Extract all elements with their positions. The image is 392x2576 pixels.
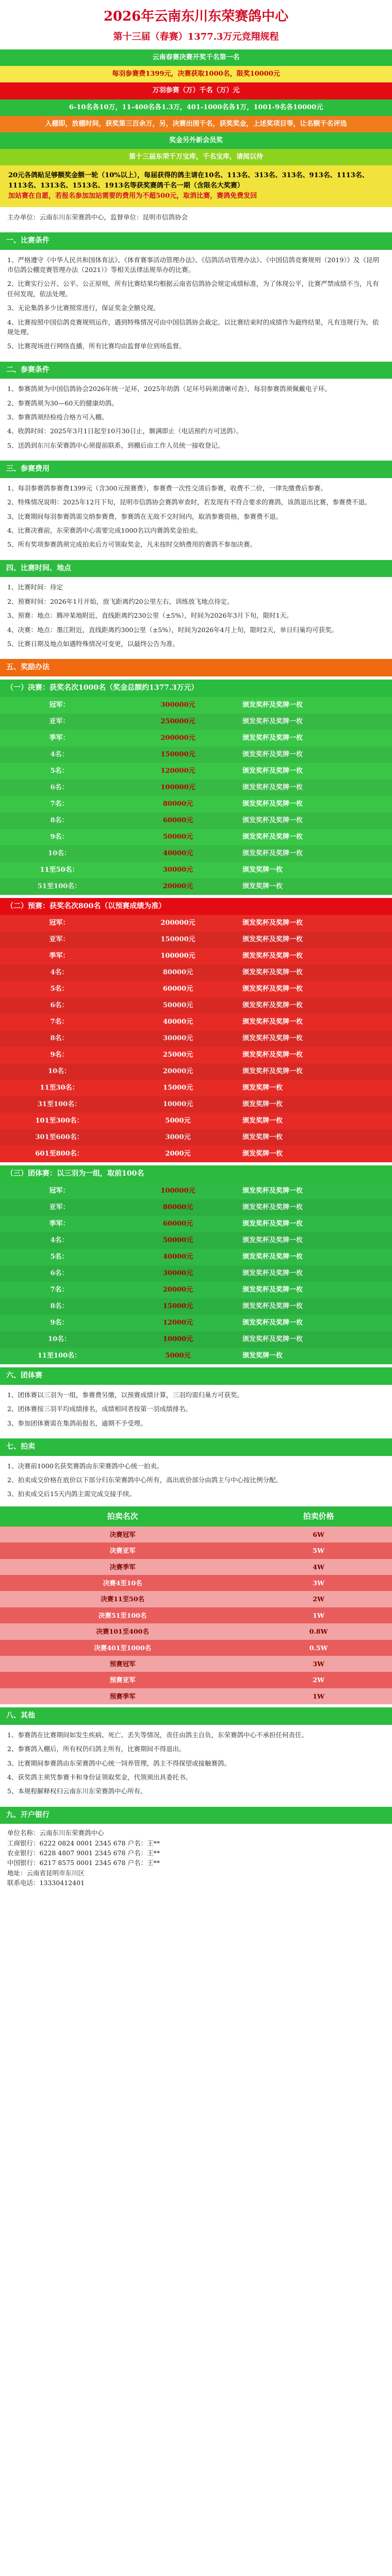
auction-row <box>0 1575 392 1591</box>
prize-award: 颁发奖杯及奖牌一枚 <box>237 915 392 931</box>
prize-row <box>0 1113 392 1129</box>
promo-banner: 每羽参赛费1399元，决赛获取1000名，限奖10000元 <box>0 66 392 82</box>
prize-rank: 季军： <box>0 1216 119 1232</box>
prize-award: 颁发奖杯及奖牌一枚 <box>237 981 392 997</box>
prize-rank: 601至800名： <box>0 1146 119 1162</box>
contact-title: 九、开户银行 <box>0 1807 392 1824</box>
prize-amount: 80000元 <box>119 1199 237 1216</box>
prize-rank: 季军： <box>0 730 119 747</box>
rules-sections <box>0 232 392 656</box>
section-paragraph: 2、比赛实行公开、公平、公正原则，所有比赛结果均根据云南省信鸽协会规定成绩标准，为了体现公平，比赛严禁成绩不当，凡有任何发现，依法处理。 <box>7 280 379 298</box>
auction-rank: 决赛亚军 <box>0 1543 245 1558</box>
auction-row <box>0 1527 392 1543</box>
prize-table <box>0 697 392 895</box>
prize-row <box>0 915 392 931</box>
prize-row <box>0 1315 392 1331</box>
section-title: 二、参赛条件 <box>0 362 392 379</box>
prize-amount: 40000元 <box>119 1014 237 1030</box>
prize-amount: 120000元 <box>119 763 237 779</box>
auction-section-title: 七、拍卖 <box>0 1438 392 1456</box>
prize-row <box>0 697 392 714</box>
prize-rank: 4名： <box>0 964 119 981</box>
auction-table-header <box>0 1506 392 1527</box>
prize-rank: 6名： <box>0 1265 119 1282</box>
prize-row <box>0 1047 392 1063</box>
prize-rank: 10名： <box>0 1331 119 1348</box>
prize-table-title: （三）团体赛：以三羽为一组，取前100名 <box>0 1165 392 1183</box>
prize-rank: 4名： <box>0 1232 119 1249</box>
prize-amount: 40000元 <box>119 1249 237 1265</box>
auction-price: 3W <box>245 1575 392 1591</box>
auction-row <box>0 1591 392 1607</box>
auction-rank: 预赛冠军 <box>0 1656 245 1672</box>
prize-amount: 60000元 <box>119 812 237 829</box>
prize-rank: 11至100名： <box>0 1348 119 1364</box>
prize-rank: 7名： <box>0 1014 119 1030</box>
section-paragraph: 1、决赛前1000名获奖赛鸽由东荣赛鸽中心统一拍卖。 <box>7 1462 164 1470</box>
prize-rank: 8名： <box>0 1298 119 1315</box>
section-body <box>0 577 392 656</box>
contact-line: 工商银行：6222 0824 0001 2345 678 户名：王** <box>7 1839 160 1847</box>
auction-col-price: 拍卖价格 <box>245 1506 392 1527</box>
section-paragraph: 3、比赛期间参赛鸽由东荣赛鸽中心统一饲养管理，鸽主不得探望或接触赛鸽。 <box>7 1759 231 1767</box>
auction-row <box>0 1672 392 1688</box>
auction-row <box>0 1640 392 1656</box>
prize-amount: 25000元 <box>119 1047 237 1063</box>
section-paragraph: 4、收鸽时间：2025年3月1日起至10月30日止，额满即止（电话预约方可送鸽）。 <box>7 427 243 435</box>
prize-rank: 11至30名： <box>0 1080 119 1096</box>
prize-award: 颁发奖杯及奖牌一枚 <box>237 845 392 862</box>
prize-award: 颁发奖杯及奖牌一枚 <box>237 1331 392 1348</box>
team-section-title: 六、团体赛 <box>0 1367 392 1385</box>
prize-row <box>0 1265 392 1282</box>
prize-row <box>0 1199 392 1216</box>
section-paragraph: 3、比赛期间每羽参赛鸽需交纳参赛费，参赛鸽在无故不交时间内，取消参赛资格，参赛费不退。 <box>7 512 282 520</box>
section-paragraph: 5、本规程解释权归云南东川东荣赛鸽中心所有。 <box>7 1787 147 1795</box>
section-paragraph: 4、获奖鸽主须凭参赛卡和身份证领取奖金，代领须出具委托书。 <box>7 1773 192 1781</box>
prize-row <box>0 997 392 1014</box>
notice-text: 20元各鸽贴足够额奖金额一轮（10%以上），每届获得的鸽主请在10名、113名、313名、313名、913名、1113名、1113名、1313名、1513名、1913名等获奖赛鸽千名一期（含限名大奖赛） <box>8 172 369 190</box>
prize-amount: 5000元 <box>119 1113 237 1129</box>
prize-award: 颁发奖杯及奖牌一枚 <box>237 1216 392 1232</box>
prize-rank: 7名： <box>0 796 119 812</box>
contact-line: 农业银行：6228 4807 9001 2345 678 户名：王** <box>7 1849 160 1857</box>
promo-banner: 云南春赛决赛开奖千名第一名 <box>0 49 392 66</box>
auction-price: 0.8W <box>245 1623 392 1639</box>
prize-header: 五、奖励办法 <box>0 659 392 676</box>
auction-rank: 决赛4至10名 <box>0 1575 245 1591</box>
auction-table-body <box>0 1527 392 1704</box>
prize-row <box>0 931 392 948</box>
auction-price: 0.5W <box>245 1640 392 1656</box>
contact-block <box>0 1824 392 1892</box>
promo-banner: 6-10名各10万，11-400名各1.3万，401-1000名各1万，1001-9名各10000元 <box>0 99 392 116</box>
prize-award: 颁发奖杯及奖牌一枚 <box>237 763 392 779</box>
promo-banner: 入棚即，放棚时间，获奖第三百余万，另，决赛出围千名，获奖奖金，上述奖项目等，让名额千名评选 <box>0 116 392 132</box>
prize-row <box>0 845 392 862</box>
prize-amount: 200000元 <box>119 730 237 747</box>
prize-tables <box>0 680 392 1364</box>
auction-price: 5W <box>245 1543 392 1558</box>
prize-award: 颁发奖杯及奖牌一枚 <box>237 931 392 948</box>
prize-award: 颁发奖杯及奖牌一枚 <box>237 730 392 747</box>
prize-amount: 20000元 <box>119 1282 237 1298</box>
page-title: 2026年云南东川东荣赛鸽中心 <box>103 9 289 24</box>
prize-amount: 80000元 <box>119 796 237 812</box>
prize-award: 颁发奖杯及奖牌一枚 <box>237 948 392 964</box>
prize-amount: 15000元 <box>119 1298 237 1315</box>
page-subtitle: 第十三届（春赛）1377.3万元竞翔规程 <box>113 31 279 43</box>
section-paragraph: 4、决赛：地点：墨江附近，直线距离约300公里（±5%），时间为2026年4月上旬，限时2天，单日归巢均可获奖。 <box>7 625 338 634</box>
prize-amount: 150000元 <box>119 931 237 948</box>
section-paragraph: 4、比赛按照中国信鸽竞赛规则运作，遇到特殊情况可由中国信鸽协会裁定。以比赛结束时的成绩作为最终结果，凡有违规行为，依规处理。 <box>7 318 379 336</box>
prize-amount: 50000元 <box>119 997 237 1014</box>
prize-award: 颁发奖杯及奖牌一枚 <box>237 1282 392 1298</box>
section-paragraph: 3、参赛鸽须经检疫合格方可入棚。 <box>7 413 108 421</box>
section-paragraph: 4、比赛决赛前，东荣赛鸽中心需要完成1000名以内赛鸽奖金拍卖。 <box>7 527 202 535</box>
prize-row <box>0 1331 392 1348</box>
prize-amount: 60000元 <box>119 1216 237 1232</box>
prize-row <box>0 747 392 763</box>
prize-rank: 9名： <box>0 1315 119 1331</box>
prize-row <box>0 812 392 829</box>
section-paragraph: 3、参加团体赛需在集鸽前报名，逾期不予受理。 <box>7 1419 147 1427</box>
prize-amount: 15000元 <box>119 1080 237 1096</box>
prize-amount: 150000元 <box>119 747 237 763</box>
auction-row <box>0 1607 392 1623</box>
prize-award: 颁发奖杯及奖牌一枚 <box>237 964 392 981</box>
section-title: 四、比赛时间、地点 <box>0 560 392 578</box>
prize-rank: 10名： <box>0 845 119 862</box>
prize-row <box>0 1282 392 1298</box>
prize-award: 颁发奖杯及奖牌一枚 <box>237 1315 392 1331</box>
auction-row <box>0 1656 392 1672</box>
prize-amount: 40000元 <box>119 845 237 862</box>
prize-row <box>0 1063 392 1080</box>
prize-amount: 100000元 <box>119 779 237 796</box>
prize-award: 颁发奖牌一枚 <box>237 1146 392 1162</box>
prize-rank: 5名： <box>0 981 119 997</box>
prize-award: 颁发奖杯及奖牌一枚 <box>237 1199 392 1216</box>
prize-award: 颁发奖杯及奖牌一枚 <box>237 1298 392 1315</box>
prize-award: 颁发奖牌一枚 <box>237 1348 392 1364</box>
prize-row <box>0 829 392 845</box>
prize-award: 颁发奖牌一枚 <box>237 878 392 895</box>
prize-award: 颁发奖杯及奖牌一枚 <box>237 812 392 829</box>
prize-amount: 50000元 <box>119 829 237 845</box>
prize-amount: 20000元 <box>119 1063 237 1080</box>
prize-amount: 200000元 <box>119 915 237 931</box>
auction-rank: 决赛51至100名 <box>0 1607 245 1623</box>
prize-rank: 亚军： <box>0 931 119 948</box>
prize-row <box>0 1232 392 1249</box>
prize-row <box>0 1298 392 1315</box>
prize-amount: 60000元 <box>119 981 237 997</box>
section-paragraph: 1、比赛时间：待定 <box>7 583 63 591</box>
prize-award: 颁发奖杯及奖牌一枚 <box>237 997 392 1014</box>
prize-rank: 4名： <box>0 747 119 763</box>
section-paragraph: 5、送鸽到东川东荣赛鸽中心须提前联系，到棚后由工作人员统一接收登记。 <box>7 441 224 449</box>
section-paragraph: 2、特殊情况说明：2025年12月下旬，昆明市信鸽协会赛鸽审查时，若发现有不符合要求的赛鸽，该鸽退出比赛，参赛费不退。 <box>7 498 371 506</box>
auction-price: 1W <box>245 1607 392 1623</box>
auction-row <box>0 1543 392 1558</box>
prize-amount: 250000元 <box>119 714 237 730</box>
section-paragraph: 1、参赛鸽在比赛期间如发生疾病、死亡、丢失等情况，责任由鸽主自负，东荣赛鸽中心不承担任何责任。 <box>7 1731 308 1739</box>
auction-rank: 决赛冠军 <box>0 1527 245 1543</box>
prize-row <box>0 1146 392 1162</box>
rules-section-body <box>0 1725 392 1804</box>
auction-price: 4W <box>245 1559 392 1575</box>
prize-row <box>0 1348 392 1364</box>
prize-table <box>0 915 392 1162</box>
prize-row <box>0 1014 392 1030</box>
prize-table-title: （二）预赛：获奖名次800名（以预赛成绩为准） <box>0 898 392 916</box>
prize-amount: 2000元 <box>119 1146 237 1162</box>
prize-rank: 51至100名： <box>0 878 119 895</box>
prize-amount: 3000元 <box>119 1129 237 1146</box>
auction-table <box>0 1506 392 1704</box>
prize-rank: 7名： <box>0 1282 119 1298</box>
section-paragraph: 2、拍卖成交价格在底价以下部分归东荣赛鸽中心所有，高出底价部分由鸽主与中心按比例分配。 <box>7 1476 282 1484</box>
prize-amount: 100000元 <box>119 1183 237 1199</box>
section-body <box>0 379 392 457</box>
section-paragraph: 2、预赛时间：2026年1月开始，放飞距离约20公里左右，训练放飞地点待定。 <box>7 597 234 605</box>
prize-rank: 亚军： <box>0 1199 119 1216</box>
section-paragraph: 1、严格遵守《中华人民共和国体育法》、《体育赛事活动管理办法》、《信鸽活动管理办法》、《中国信鸽竞赛规则（2019）》及《昆明市信鸽公棚竞赛管理办法（2021）》等相关法律法规举办的比赛。 <box>7 256 380 274</box>
section-title: 一、比赛条件 <box>0 232 392 250</box>
prize-award: 颁发奖杯及奖牌一枚 <box>237 779 392 796</box>
contact-line: 中国银行：6217 8575 0001 2345 678 户名：王** <box>7 1859 160 1867</box>
auction-rank: 决赛11至50名 <box>0 1591 245 1607</box>
prize-rank: 301至600名： <box>0 1129 119 1146</box>
auction-section-body <box>0 1456 392 1506</box>
section-body <box>0 478 392 557</box>
prize-rank: 亚军： <box>0 714 119 730</box>
prize-row <box>0 763 392 779</box>
organizer-line <box>0 207 392 229</box>
prize-rank: 101至300名： <box>0 1113 119 1129</box>
prize-award: 颁发奖杯及奖牌一枚 <box>237 796 392 812</box>
contact-line: 单位名称：云南东川东荣赛鸽中心 <box>7 1829 104 1837</box>
section-body <box>0 250 392 359</box>
prize-award: 颁发奖牌一枚 <box>237 1096 392 1113</box>
prize-table-title: （一）决赛：获奖名次1000名（奖金总额约1377.3万元） <box>0 680 392 697</box>
prize-rank: 8名： <box>0 812 119 829</box>
prize-row <box>0 964 392 981</box>
prize-rank: 6名： <box>0 779 119 796</box>
prize-row <box>0 1129 392 1146</box>
promo-banner: 万羽参赛（万）千名（万）元 <box>0 82 392 99</box>
organizer-text: 主办单位：云南东川东荣赛鸽中心，监督单位：昆明市信鸽协会 <box>7 213 188 221</box>
prize-row <box>0 1249 392 1265</box>
contact-line: 联系电话：13330412401 <box>7 1879 85 1887</box>
section-paragraph: 2、参赛鸽须为30—60天的健康幼鸽。 <box>7 399 118 407</box>
prize-award: 颁发奖牌一枚 <box>237 1113 392 1129</box>
section-paragraph: 2、团体赛按三羽平均成绩排名，成绩相同者按第一羽成绩排名。 <box>7 1405 192 1413</box>
promo-banner: 第十三届东荣千万宝库，千名宝库，请阅以待 <box>0 149 392 165</box>
auction-price: 2W <box>245 1672 392 1688</box>
prize-amount: 20000元 <box>119 878 237 895</box>
auction-row <box>0 1688 392 1704</box>
section-paragraph: 1、团体赛以三羽为一组，参赛费另缴，以预赛成绩计算，三羽均需归巢方可获奖。 <box>7 1391 243 1399</box>
auction-price: 2W <box>245 1591 392 1607</box>
prize-row <box>0 779 392 796</box>
section-paragraph: 5、所有奖项参赛鸽须完成拍卖后方可领取奖金，凡未按时交纳费用的赛鸽不参加决赛。 <box>7 540 256 549</box>
prize-award: 颁发奖杯及奖牌一枚 <box>237 697 392 714</box>
section-paragraph: 5、比赛日期及地点如遇特殊情况可变更，以最终公告为准。 <box>7 639 179 648</box>
prize-rank: 5名： <box>0 763 119 779</box>
prize-rank: 5名： <box>0 1249 119 1265</box>
prize-rank: 冠军： <box>0 697 119 714</box>
section-paragraph: 2、参赛鸽入棚后，所有权仍归鸽主所有，比赛期间不得退出。 <box>7 1745 186 1753</box>
prize-row <box>0 862 392 878</box>
prize-rank: 冠军： <box>0 1183 119 1199</box>
prize-amount: 12000元 <box>119 1315 237 1331</box>
prize-amount: 100000元 <box>119 948 237 964</box>
prize-amount: 30000元 <box>119 1265 237 1282</box>
prize-award: 颁发奖牌一枚 <box>237 1080 392 1096</box>
prize-rank: 冠军： <box>0 915 119 931</box>
prize-award: 颁发奖杯及奖牌一枚 <box>237 1014 392 1030</box>
prize-award: 颁发奖杯及奖牌一枚 <box>237 1063 392 1080</box>
prize-row <box>0 878 392 895</box>
prize-amount: 10000元 <box>119 1096 237 1113</box>
section-paragraph: 1、每羽参赛鸽参赛费1399元（含300元预赛费），参赛费一次性交清后参赛，收费不二价，一律先缴费后参赛。 <box>7 484 327 492</box>
auction-price: 6W <box>245 1527 392 1543</box>
prize-row <box>0 714 392 730</box>
section-paragraph: 5、比赛现场进行网络直播，所有比赛均由监督单位到场监督。 <box>7 342 186 350</box>
prize-row <box>0 796 392 812</box>
section-paragraph: 1、参赛鸽须为中国信鸽协会2026年统一足环，2025年幼鸽（足环号码须清晰可查），每羽参赛鸽须佩戴电子环。 <box>7 385 331 393</box>
auction-rank: 决赛季军 <box>0 1559 245 1575</box>
prize-award: 颁发奖杯及奖牌一枚 <box>237 1265 392 1282</box>
prize-table <box>0 1183 392 1364</box>
contact-line: 地址：云南省昆明市东川区 <box>7 1869 85 1877</box>
prize-rank: 8名： <box>0 1030 119 1047</box>
section-paragraph: 3、预赛：地点：腾冲某地附近，直线距离约230公里（±5%），时间为2026年3月下旬，限时1天。 <box>7 612 293 620</box>
prize-rank: 31至100名： <box>0 1096 119 1113</box>
prize-rank: 季军： <box>0 948 119 964</box>
prize-amount: 10000元 <box>119 1331 237 1348</box>
prize-row <box>0 1080 392 1096</box>
section-title: 三、参赛费用 <box>0 461 392 478</box>
prize-rank: 9名： <box>0 829 119 845</box>
prize-award: 颁发奖杯及奖牌一枚 <box>237 1232 392 1249</box>
notice-highlight: 加站赛在自愿，若报名参加加站需要的费用为不超500元，取消比赛，赛鸽免费发回 <box>8 192 257 200</box>
auction-row <box>0 1623 392 1639</box>
prize-rank: 6名： <box>0 997 119 1014</box>
prize-row <box>0 1030 392 1047</box>
auction-price: 1W <box>245 1688 392 1704</box>
prize-row <box>0 1183 392 1199</box>
auction-col-rank: 拍卖名次 <box>0 1506 245 1527</box>
team-section-body <box>0 1385 392 1435</box>
prize-award: 颁发奖杯及奖牌一枚 <box>237 1183 392 1199</box>
prize-row <box>0 730 392 747</box>
prize-row <box>0 981 392 997</box>
prize-rank: 10名： <box>0 1063 119 1080</box>
prize-award: 颁发奖牌一枚 <box>237 1129 392 1146</box>
prize-amount: 50000元 <box>119 1232 237 1249</box>
prize-row <box>0 948 392 964</box>
prize-row <box>0 1216 392 1232</box>
auction-row <box>0 1559 392 1575</box>
section-paragraph: 3、拍卖成交后15天内鸽主需完成交接手续。 <box>7 1490 136 1498</box>
notice-box <box>0 165 392 207</box>
auction-rank: 预赛亚军 <box>0 1672 245 1688</box>
prize-award: 颁发奖杯及奖牌一枚 <box>237 1249 392 1265</box>
auction-rank: 预赛季军 <box>0 1688 245 1704</box>
prize-amount: 5000元 <box>119 1348 237 1364</box>
prize-rank: 9名： <box>0 1047 119 1063</box>
prize-award: 颁发奖杯及奖牌一枚 <box>237 714 392 730</box>
prize-amount: 300000元 <box>119 697 237 714</box>
prize-amount: 80000元 <box>119 964 237 981</box>
prize-amount: 30000元 <box>119 862 237 878</box>
auction-price: 3W <box>245 1656 392 1672</box>
prize-award: 颁发奖杯及奖牌一枚 <box>237 829 392 845</box>
banner-list <box>0 49 392 165</box>
prize-award: 颁发奖杯及奖牌一枚 <box>237 747 392 763</box>
prize-award: 颁发奖杯及奖牌一枚 <box>237 1030 392 1047</box>
rules-section-title: 八、其他 <box>0 1707 392 1725</box>
prize-rank: 11至50名： <box>0 862 119 878</box>
section-paragraph: 3、无论集鸽多少比赛照常进行，保证奖金全额兑现。 <box>7 304 160 312</box>
prize-amount: 30000元 <box>119 1030 237 1047</box>
auction-rank: 决赛401至1000名 <box>0 1640 245 1656</box>
auction-rank: 决赛101至400名 <box>0 1623 245 1639</box>
prize-award: 颁发奖牌一枚 <box>237 862 392 878</box>
promo-banner: 奖金另外新会员奖 <box>0 132 392 149</box>
prize-row <box>0 1096 392 1113</box>
prize-award: 颁发奖杯及奖牌一枚 <box>237 1047 392 1063</box>
